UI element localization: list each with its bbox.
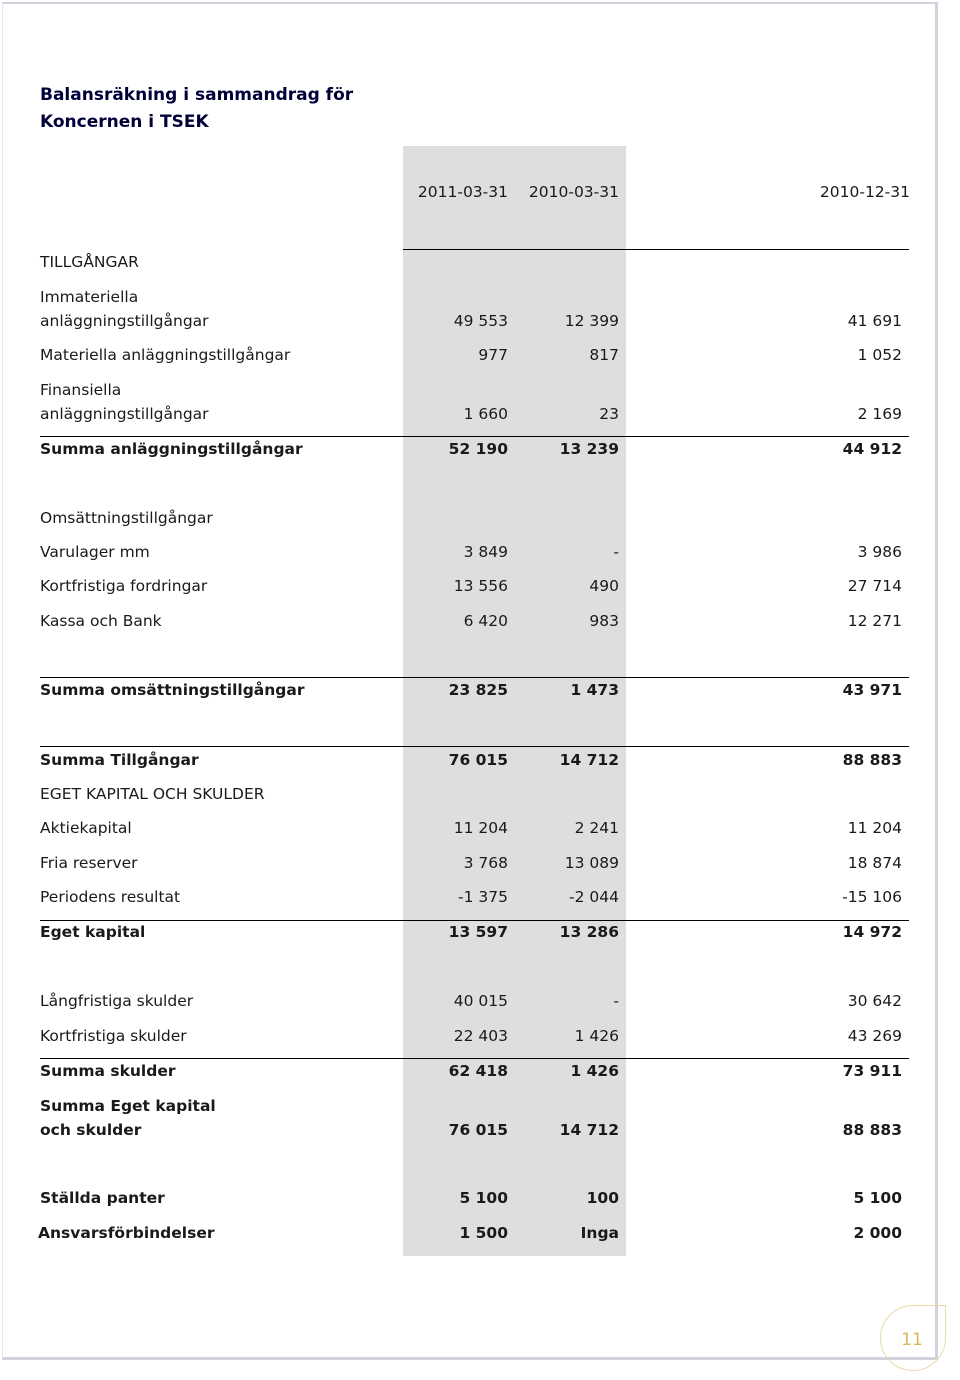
row-value-col-1: 13 597 [448, 923, 508, 941]
row-label: Immateriella [40, 288, 139, 306]
row-value-col-2: 14 712 [559, 1121, 619, 1139]
column-header-2011-03-31: 2011-03-31 [417, 183, 508, 201]
row-value-col-3: 27 714 [847, 577, 902, 595]
rule-after-anlaggningstillgangar [40, 436, 909, 437]
row-label: Ansvarsförbindelser [38, 1224, 215, 1242]
row-value-col-3: 1 052 [857, 346, 902, 364]
row-label: Aktiekapital [40, 819, 132, 837]
row-label: EGET KAPITAL OCH SKULDER [40, 785, 265, 803]
row-value-col-2: 23 [599, 405, 619, 423]
row-label: Summa anläggningstillgångar [40, 440, 303, 458]
rule-before-summa-tillgangar [40, 746, 909, 747]
row-value-col-1: 3 768 [463, 854, 508, 872]
row-value-col-2: -2 044 [569, 888, 619, 906]
row-label: TILLGÅNGAR [40, 253, 139, 271]
row-value-col-1: 23 825 [448, 681, 508, 699]
row-value-col-2: 13 239 [559, 440, 619, 458]
row-value-col-1: 1 500 [459, 1224, 508, 1242]
row-label: Summa Eget kapital [40, 1097, 216, 1115]
row-value-col-1: 1 660 [463, 405, 508, 423]
row-label: Fria reserver [40, 854, 138, 872]
row-label: Periodens resultat [40, 888, 181, 906]
row-label: Eget kapital [40, 923, 146, 941]
rule-before-summa-skulder [40, 1058, 909, 1059]
row-value-col-1: 49 553 [453, 312, 508, 330]
row-value-col-3: 3 986 [857, 543, 902, 561]
row-label: Finansiella [40, 381, 122, 399]
row-value-col-3: 11 204 [847, 819, 902, 837]
title-line-2: Koncernen i TSEK [40, 112, 209, 132]
row-value-col-3: 12 271 [847, 612, 902, 630]
row-label: anläggningstillgångar [40, 312, 209, 330]
rule-before-summa-omsattning [40, 677, 909, 678]
row-value-col-3: 88 883 [842, 751, 902, 769]
row-label: Summa omsättningstillgångar [40, 681, 305, 699]
row-value-col-3: 14 972 [842, 923, 902, 941]
row-value-col-1: 22 403 [453, 1027, 508, 1045]
row-value-col-1: 76 015 [448, 751, 508, 769]
row-label: och skulder [40, 1121, 142, 1139]
row-label: Omsättningstillgångar [40, 509, 213, 527]
row-value-col-3: 5 100 [853, 1189, 902, 1207]
row-value-col-2: 1 426 [570, 1062, 619, 1080]
row-value-col-3: 44 912 [842, 440, 902, 458]
row-value-col-2: 13 089 [564, 854, 619, 872]
row-value-col-2: 2 241 [574, 819, 619, 837]
row-value-col-2: 490 [589, 577, 619, 595]
row-value-col-2: 14 712 [559, 751, 619, 769]
row-value-col-2: 983 [589, 612, 619, 630]
row-value-col-1: -1 375 [458, 888, 508, 906]
row-value-col-3: 18 874 [847, 854, 902, 872]
row-value-col-2: 817 [589, 346, 619, 364]
row-value-col-2: 1 473 [570, 681, 619, 699]
row-value-col-2: 100 [586, 1189, 619, 1207]
row-value-col-1: 52 190 [448, 440, 508, 458]
row-label: Kassa och Bank [40, 612, 162, 630]
row-value-col-1: 62 418 [448, 1062, 508, 1080]
row-value-col-2: Inga [580, 1224, 619, 1242]
row-value-col-3: 2 169 [857, 405, 902, 423]
row-label: Summa skulder [40, 1062, 176, 1080]
column-header-2010-03-31: 2010-03-31 [528, 183, 619, 201]
row-value-col-3: -15 106 [842, 888, 902, 906]
row-label: Varulager mm [40, 543, 150, 561]
row-value-col-1: 5 100 [459, 1189, 508, 1207]
row-label: Ställda panter [40, 1189, 165, 1207]
row-value-col-3: 43 269 [847, 1027, 902, 1045]
row-value-col-1: 11 204 [453, 819, 508, 837]
column-header-2010-12-31: 2010-12-31 [819, 183, 910, 201]
row-value-col-1: 6 420 [463, 612, 508, 630]
row-label: Summa Tillgångar [40, 751, 199, 769]
row-value-col-1: 40 015 [453, 992, 508, 1010]
row-value-col-3: 30 642 [847, 992, 902, 1010]
row-label: Kortfristiga skulder [40, 1027, 187, 1045]
row-label: Kortfristiga fordringar [40, 577, 208, 595]
page-number: 11 [901, 1330, 923, 1350]
row-value-col-2: 13 286 [559, 923, 619, 941]
rule-before-eget-kapital [40, 920, 909, 921]
row-value-col-2: 1 426 [574, 1027, 619, 1045]
row-value-col-3: 88 883 [842, 1121, 902, 1139]
title-line-1: Balansräkning i sammandrag för [40, 85, 354, 105]
row-value-col-1: 76 015 [448, 1121, 508, 1139]
header-rule [403, 249, 909, 250]
row-value-col-1: 13 556 [453, 577, 508, 595]
row-value-col-3: 43 971 [842, 681, 902, 699]
document-title [40, 82, 353, 136]
row-value-col-1: 977 [478, 346, 508, 364]
row-label: Materiella anläggningstillgångar [40, 346, 291, 364]
row-value-col-1: 3 849 [463, 543, 508, 561]
row-value-col-3: 2 000 [853, 1224, 902, 1242]
row-label: anläggningstillgångar [40, 405, 209, 423]
row-value-col-3: 41 691 [847, 312, 902, 330]
row-value-col-2: - [613, 543, 619, 561]
row-label: Långfristiga skulder [40, 992, 194, 1010]
row-value-col-3: 73 911 [842, 1062, 902, 1080]
row-value-col-2: - [613, 992, 619, 1010]
row-value-col-2: 12 399 [564, 312, 619, 330]
